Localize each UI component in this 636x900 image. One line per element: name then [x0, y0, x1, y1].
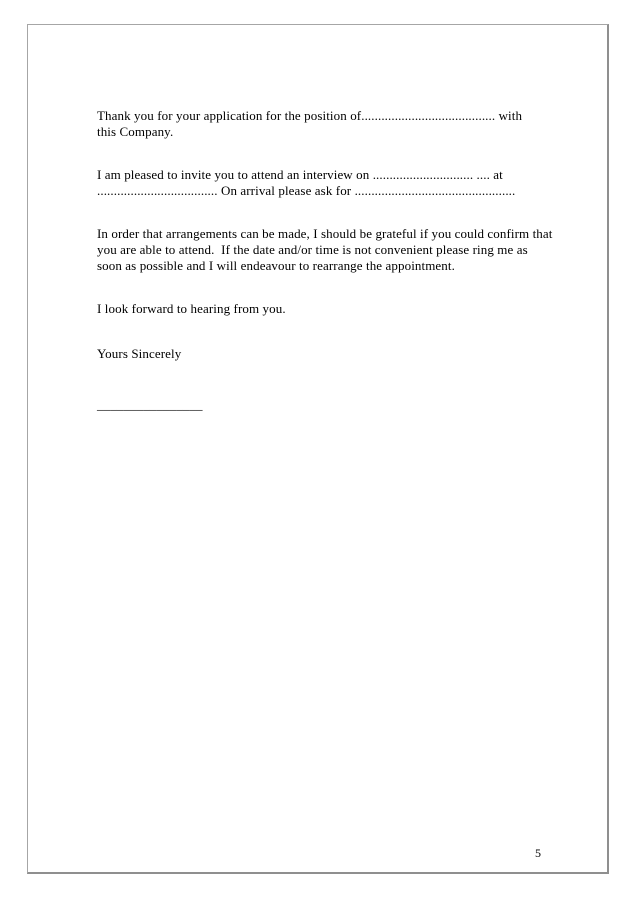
- text-line: Thank you for your application for the position of........................................ with: [97, 108, 523, 123]
- paragraph-position-intro: [97, 108, 557, 140]
- text-line: I look forward to hearing from you.: [97, 301, 286, 316]
- signature-line: ________________: [97, 397, 203, 412]
- paragraph-interview-invite: [97, 167, 557, 199]
- paragraph-closing-remark: [97, 301, 557, 317]
- text-line: Yours Sincerely: [97, 346, 182, 361]
- letter-body: [97, 108, 557, 413]
- signature-block: [97, 397, 557, 413]
- text-line: you are able to attend. If the date and/or time is not convenient please ring me as: [97, 242, 528, 257]
- text-line: .................................... On arrival please ask for ................................................: [97, 183, 516, 198]
- paragraph-confirmation-request: [97, 226, 557, 274]
- text-line: I am pleased to invite you to attend an interview on .............................. .... at: [97, 167, 503, 182]
- document-page: [27, 24, 609, 874]
- text-line: this Company.: [97, 124, 174, 139]
- text-line: soon as possible and I will endeavour to rearrange the appointment.: [97, 258, 455, 273]
- text-line: In order that arrangements can be made, I should be grateful if you could confirm that: [97, 226, 553, 241]
- page-number: 5: [535, 846, 541, 860]
- paragraph-salutation: [97, 346, 557, 362]
